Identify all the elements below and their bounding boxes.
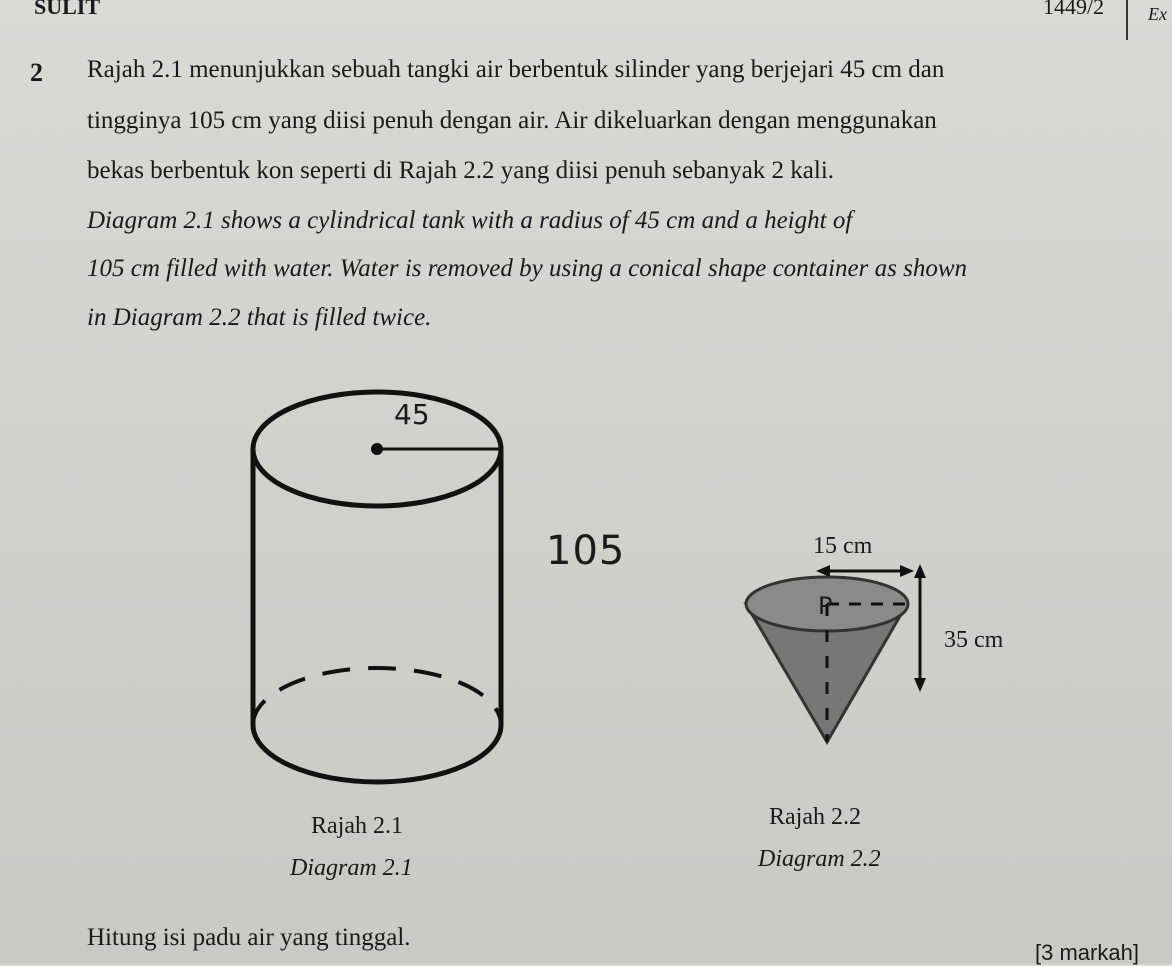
- diagram2-caption-malay: Rajah 2.2: [769, 804, 861, 830]
- question-malay-line-3: bekas berbentuk kon seperti di Rajah 2.2 yang diisi penuh sebanyak 2 kali.: [87, 157, 835, 184]
- cone-height-label: 35 cm: [944, 627, 1004, 653]
- question-english-line-1: Diagram 2.1 shows a cylindrical tank with a radius of 45 cm and a height of: [87, 207, 853, 234]
- question-malay-line-1: Rajah 2.1 menunjukkan sebuah tangki air berbentuk silinder yang berjejari 45 cm dan: [87, 56, 945, 83]
- diameter-arrowhead-right: [900, 565, 914, 577]
- question-malay-line-2: tingginya 105 cm yang diisi penuh dengan air. Air dikeluarkan dengan menggunakan: [87, 107, 937, 134]
- task-instruction: Hitung isi padu air yang tinggal.: [87, 924, 411, 951]
- examiner-label: Ex: [1148, 4, 1167, 24]
- cone-diagram: [746, 564, 926, 742]
- handwritten-radius-45: 45: [394, 398, 430, 431]
- question-english-line-3: in Diagram 2.2 that is filled twice.: [87, 304, 432, 331]
- diagram2-caption-english: Diagram 2.2: [758, 846, 881, 872]
- centre-dot: [371, 443, 383, 455]
- diameter-arrowhead-left: [816, 565, 830, 577]
- height-arrowhead-top: [914, 564, 926, 578]
- question-english-line-2: 105 cm filled with water. Water is removed by using a conical shape container as shown: [87, 255, 968, 282]
- marks-label: [3 markah]: [1035, 940, 1139, 965]
- handwritten-height-105: 105: [546, 528, 626, 574]
- cone-diameter-label: 15 cm: [813, 533, 873, 559]
- question-number: 2: [30, 58, 43, 87]
- header-paper-code: 1449/2: [1043, 0, 1105, 19]
- cylinder-bottom-front: [253, 725, 501, 782]
- height-arrowhead-bottom: [914, 678, 926, 692]
- diagram1-caption-english: Diagram 2.1: [290, 855, 413, 881]
- cylinder-bottom-back-dashed: [253, 668, 501, 725]
- header-sulit: SULIT: [34, 0, 101, 19]
- handwritten-mark-p: P: [818, 592, 833, 620]
- diagram1-caption-malay: Rajah 2.1: [311, 813, 403, 839]
